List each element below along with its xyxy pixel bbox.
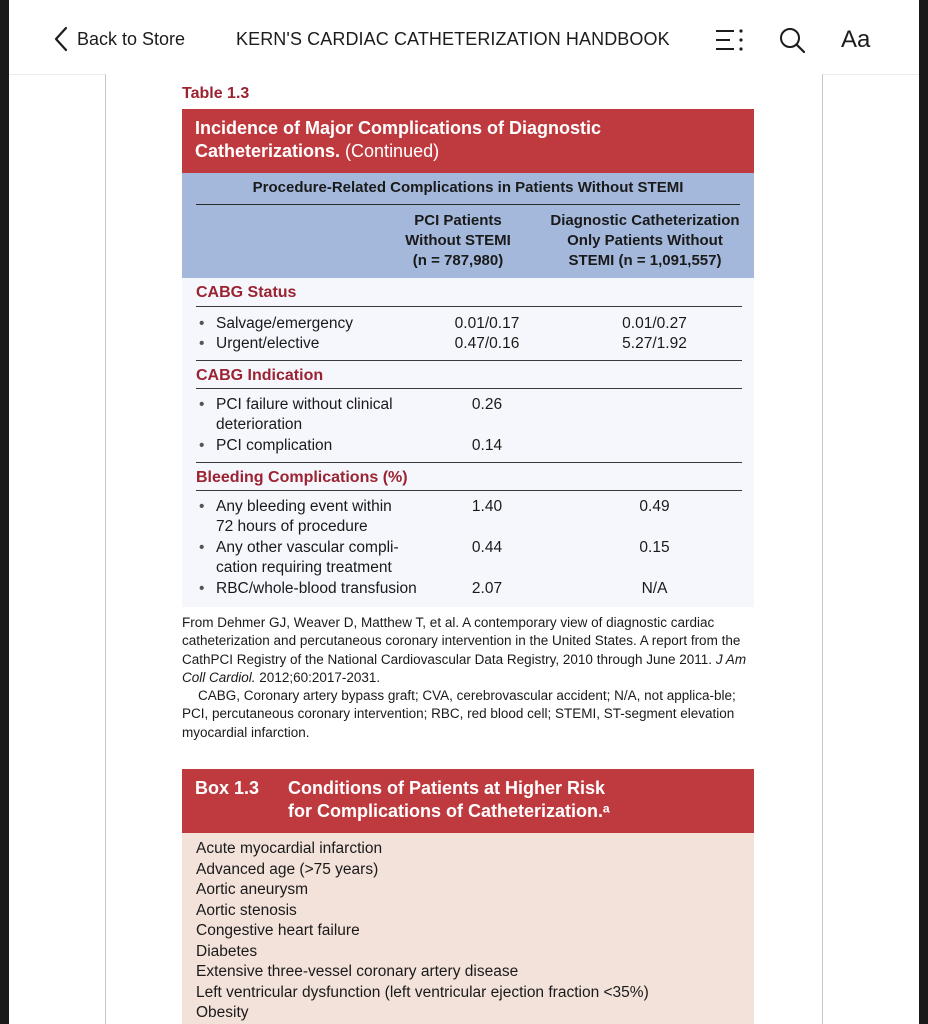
book-title: KERN'S CARDIAC CATHETERIZATION HANDBOOK [236,29,670,49]
bullet: • [199,580,205,597]
bullet: • [199,539,205,556]
cell-pci: 2.07 [471,580,503,597]
bullet: • [199,437,205,454]
column-header-line: Diagnostic Catheterization [550,212,740,229]
column-header-line: PCI Patients [414,212,502,229]
row-label: RBC/whole-blood transfusion [216,580,417,597]
cell-diagnostic: 0.49 [639,498,670,515]
bullet: • [199,315,205,332]
cell-pci: 0.14 [471,437,503,454]
row-label: Any other vascular compli-cation requiring treatment [216,539,399,576]
row-label: Urgent/elective [216,335,320,352]
back-to-store-button[interactable] [53,24,185,54]
row-label: PCI complication [216,437,333,454]
section-title-cabg-indication: CABG Indication [196,367,324,384]
divider [196,204,740,205]
book-page [105,74,823,1024]
divider [196,306,742,307]
column-header-line: Only Patients Without [567,232,723,249]
divider [196,490,742,491]
list-item: Diabetes [196,942,258,960]
section-title-bleeding: Bleeding Complications (%) [196,469,408,486]
table-title-banner [182,109,754,173]
risk-conditions-list [196,839,649,1024]
footnote-source [182,614,762,687]
column-header-line: Without STEMI [405,232,511,249]
box-body [182,833,754,1024]
list-item: Extensive three-vessel coronary artery disease [196,963,519,980]
cell-pci: 0.44 [471,539,503,556]
table-column-header-band [182,173,754,278]
cell-pci: 0.47/0.16 [454,335,520,352]
cell-diagnostic: 5.27/1.92 [622,335,687,352]
footnote-journal: J Am Coll Cardiol. [182,651,747,685]
chevron-left-icon [53,26,69,52]
section-title-cabg-status: CABG Status [196,284,297,301]
table-title-suffix: (Continued) [345,141,440,161]
list-item: Advanced age (>75 years) [196,860,379,878]
bullet: • [199,335,205,352]
list-item: Acute myocardial infarction [196,840,383,857]
box-title-line1: Conditions of Patients at Higher Risk [288,778,606,798]
box-title-line2: for Complications of Catheterization.ᵃ [288,801,610,821]
table-title-line1: Incidence of Major Complications of Diagnostic [195,118,602,138]
row-label: Any bleeding event within 72 hours of procedure [216,498,392,535]
bullet: • [199,498,205,515]
cell-pci: 0.01/0.17 [454,315,520,332]
cell-pci: 1.40 [471,498,503,515]
table-of-contents-icon[interactable] [713,24,745,56]
column-header-line: STEMI (n = 1,091,557) [568,252,722,269]
cell-diagnostic: 0.15 [639,539,670,556]
table-title-line2 [195,140,741,163]
search-icon[interactable] [776,24,808,56]
back-to-store-label: Back to Store [77,28,186,49]
divider [196,388,742,389]
list-item: Aortic aneurysm [196,881,308,898]
row-label: PCI failure without clinical deterioration [216,396,393,433]
cell-diagnostic: N/A [641,580,668,597]
list-item: Aortic stenosis [196,901,297,919]
row-label: Salvage/emergency [216,315,353,332]
reader-toolbar [9,0,919,75]
list-item: Congestive heart failure [196,922,360,939]
table-body [182,278,754,607]
ebook-reader-window [9,0,919,1024]
table-footnote [182,614,762,742]
table-subheader: Procedure-Related Complications in Patients Without STEMI [252,179,684,196]
column-header-pci [388,211,528,271]
footnote-citation: 2012;60:2017-2031. [259,669,381,685]
footnote-source-text: From Dehmer GJ, Weaver D, Matthew T, et al. A contemporary view of diagnostic cardiac catheterization and percutaneous coronary intervention in the United States. A report from the CathPCI Registry of the National Cardiovascular Data Registry, 2010 through June 2011. [182,615,741,667]
table-label: Table 1.3 [182,85,250,102]
divider [196,360,742,361]
table-title-main: Catheterizations. [195,141,341,161]
footnote-abbreviations: CABG, Coronary artery bypass graft; CVA, cerebrovascular accident; N/A, not applica-ble; PCI, percutaneous coronary intervention; RBC, red blood cell; STEMI, ST-segment elevation myocardial infarction. [182,688,736,740]
cell-pci: 0.26 [471,396,503,413]
cell-diagnostic: 0.01/0.27 [622,315,687,332]
column-header-line: (n = 787,980) [412,252,504,269]
font-settings-button[interactable]: Aa [841,26,871,53]
bullet: • [199,396,205,413]
column-header-diagnostic [540,211,750,271]
box-number: Box 1.3 [195,778,260,798]
divider [196,462,742,463]
box-title-banner [182,769,754,833]
list-item: Obesity [196,1004,249,1021]
list-item: Left ventricular dysfunction (left ventricular ejection fraction <35%) [196,983,649,1001]
